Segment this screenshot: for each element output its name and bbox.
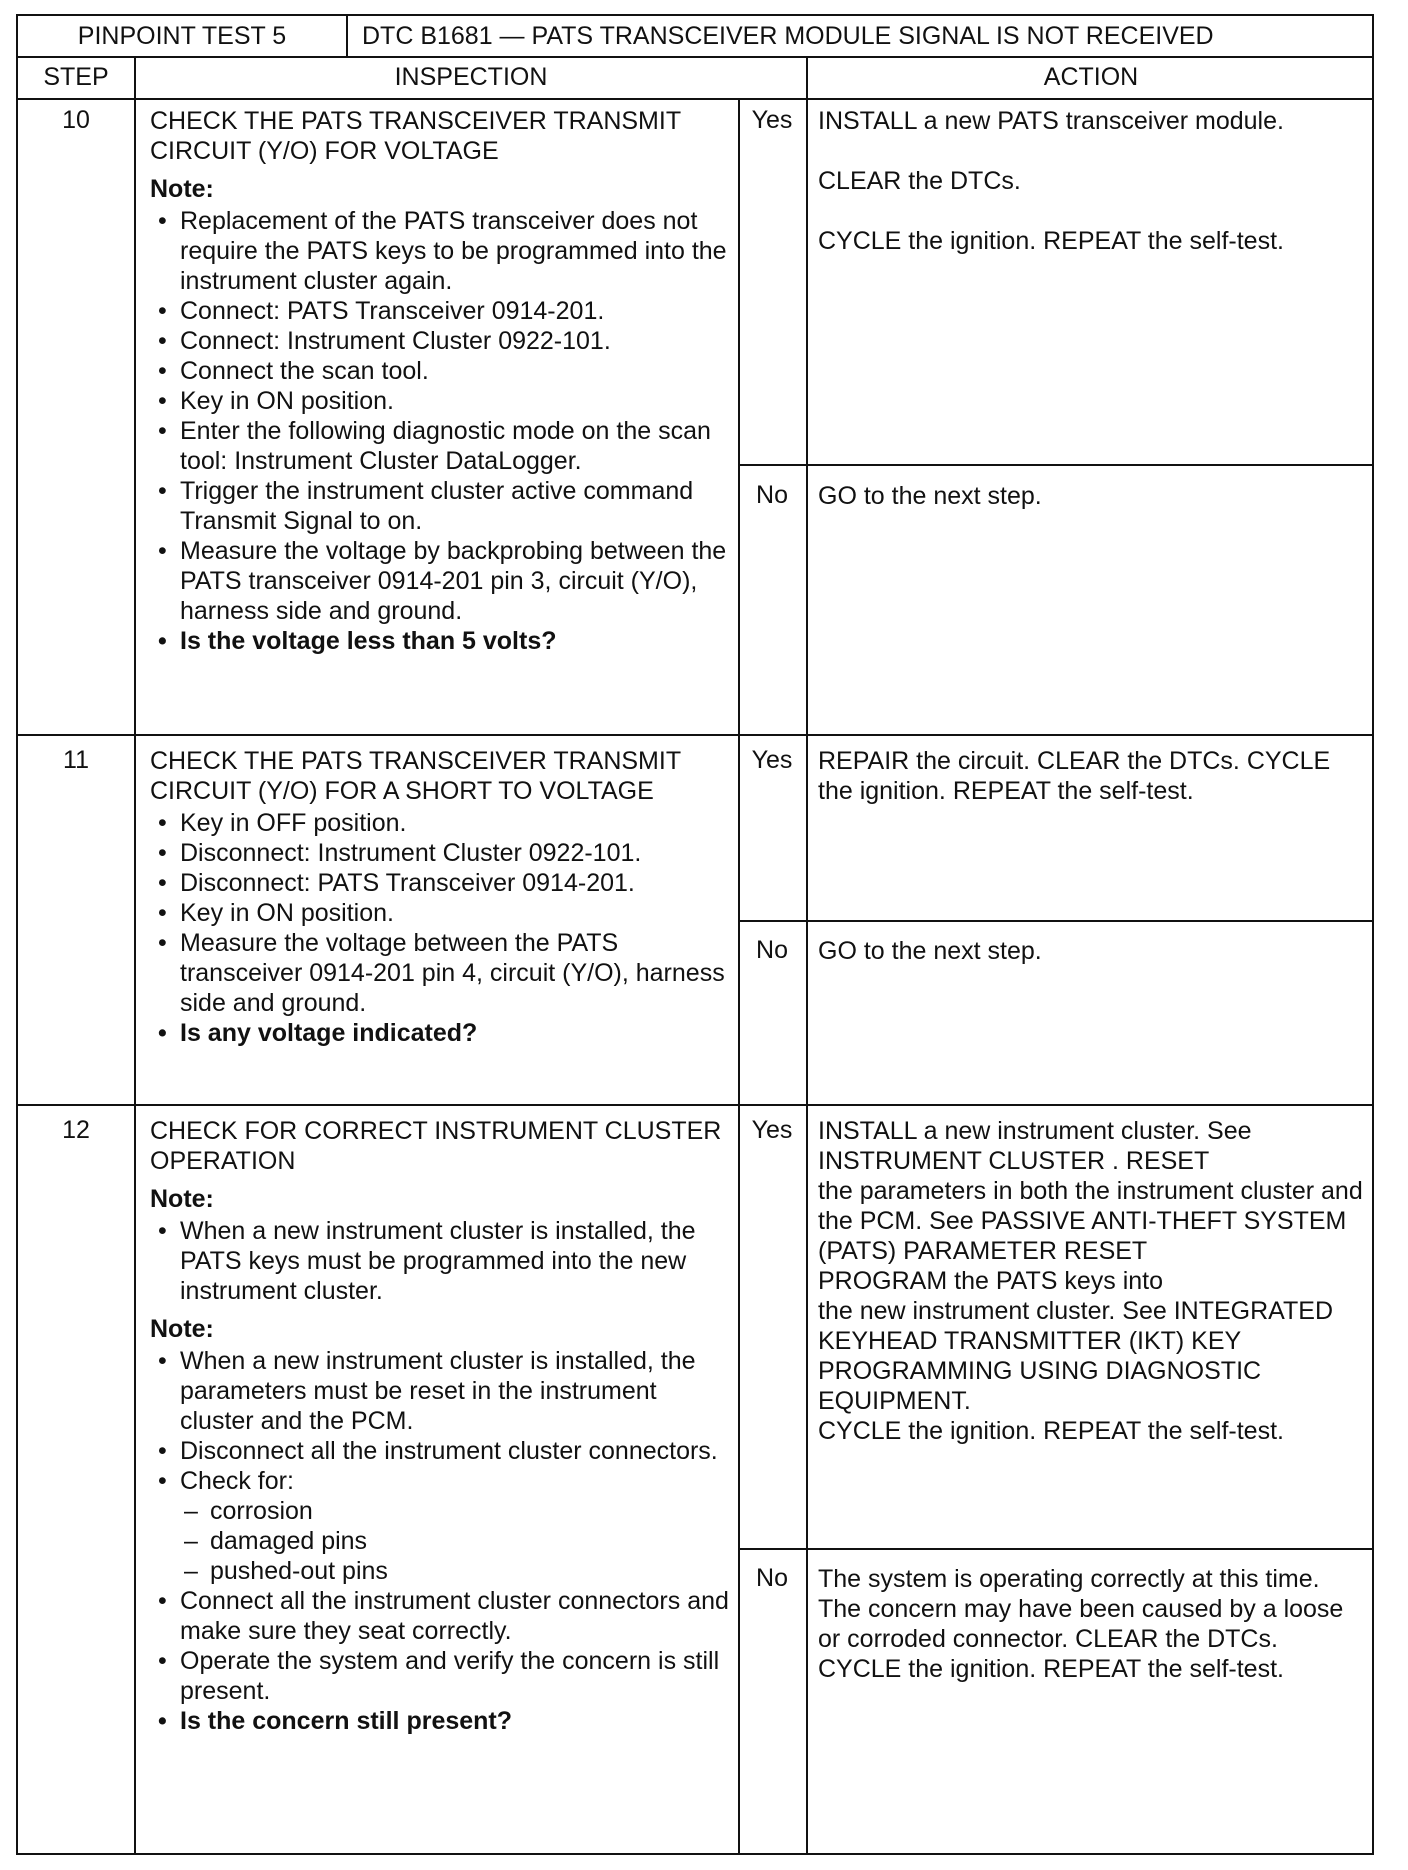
list-item: • Key in ON position. xyxy=(150,386,730,416)
list-item: • Connect all the instrument cluster connectors and make sure they seat correctly. xyxy=(150,1586,730,1646)
list-item: • Measure the voltage by backprobing between the PATS transceiver 0914-201 pin 3, circuit (Y/O), harness side and ground. xyxy=(150,536,730,626)
step-number: 10 xyxy=(62,106,90,134)
list-item: • Disconnect all the instrument cluster connectors. xyxy=(150,1436,730,1466)
step-heading: CHECK THE PATS TRANSCEIVER TRANSMIT CIRCUIT (Y/O) FOR VOLTAGE xyxy=(150,107,681,165)
step-11-inspection xyxy=(150,746,730,1048)
question: • Is any voltage indicated? xyxy=(150,1018,730,1048)
note-label: Note: xyxy=(150,1315,214,1343)
table-header xyxy=(18,16,1372,58)
list-item: – damaged pins xyxy=(180,1526,730,1556)
list-item: • Disconnect: Instrument Cluster 0922-101. xyxy=(150,838,730,868)
divider xyxy=(738,464,1372,466)
step-10-inspection xyxy=(150,106,730,656)
action-line: CLEAR the DTCs. xyxy=(818,167,1021,195)
bullet-list xyxy=(150,1346,730,1496)
list-item: • When a new instrument cluster is installed, the PATS keys must be programmed into the new instrument cluster. xyxy=(150,1216,730,1306)
check-list xyxy=(150,1496,730,1586)
list-item: • Connect: Instrument Cluster 0922-101. xyxy=(150,326,730,356)
no-action: GO to the next step. xyxy=(818,937,1042,965)
column-headers xyxy=(18,56,1372,100)
no-label: No xyxy=(756,1564,788,1592)
bullet-list xyxy=(150,1216,730,1306)
divider xyxy=(738,920,1372,922)
action-line: INSTALL a new PATS transceiver module. xyxy=(818,107,1284,135)
step-number: 12 xyxy=(62,1116,90,1144)
list-item: • Check for: xyxy=(150,1466,730,1496)
yes-action xyxy=(818,1116,1363,1446)
list-item: • Trigger the instrument cluster active command Transmit Signal to on. xyxy=(150,476,730,536)
list-item: • Operate the system and verify the concern is still present. xyxy=(150,1646,730,1706)
action-line: INSTALL a new instrument cluster. See INSTRUMENT CLUSTER . RESET xyxy=(818,1117,1252,1175)
no-label: No xyxy=(756,481,788,509)
no-label: No xyxy=(756,936,788,964)
list-item: – pushed-out pins xyxy=(180,1556,730,1586)
step-number: 11 xyxy=(63,746,89,774)
list-item: • Enter the following diagnostic mode on the scan tool: Instrument Cluster DataLogger. xyxy=(150,416,730,476)
bullet-list xyxy=(150,1586,730,1736)
question: • Is the voltage less than 5 volts? xyxy=(150,626,730,656)
test-label: PINPOINT TEST 5 xyxy=(18,16,348,56)
yes-label: Yes xyxy=(751,106,793,134)
action-line: PROGRAM the PATS keys into xyxy=(818,1267,1164,1295)
no-action: GO to the next step. xyxy=(818,482,1042,510)
divider xyxy=(18,1104,1372,1106)
list-item: • When a new instrument cluster is installed, the parameters must be reset in the instrument cluster and the PCM. xyxy=(150,1346,730,1436)
yes-action xyxy=(818,106,1363,256)
col-inspection: INSPECTION xyxy=(394,63,548,91)
yes-label: Yes xyxy=(751,746,793,774)
col-step: STEP xyxy=(43,63,109,91)
note-label: Note: xyxy=(150,1185,214,1213)
step-12-inspection xyxy=(150,1116,730,1736)
action-line: CYCLE the ignition. REPEAT the self-test. xyxy=(818,1417,1284,1445)
bullet-list xyxy=(150,808,730,1048)
divider xyxy=(18,734,1372,736)
question: • Is the concern still present? xyxy=(150,1706,730,1736)
list-item: • Measure the voltage between the PATS transceiver 0914-201 pin 4, circuit (Y/O), harness side and ground. xyxy=(150,928,730,1018)
step-heading: CHECK FOR CORRECT INSTRUMENT CLUSTER OPERATION xyxy=(150,1117,722,1175)
list-item: • Key in OFF position. xyxy=(150,808,730,838)
list-item: – corrosion xyxy=(180,1496,730,1526)
divider xyxy=(738,1548,1372,1550)
divider xyxy=(134,56,136,1855)
note-label: Note: xyxy=(150,175,214,203)
step-heading: CHECK THE PATS TRANSCEIVER TRANSMIT CIRCUIT (Y/O) FOR A SHORT TO VOLTAGE xyxy=(150,747,681,805)
action-line: CYCLE the ignition. REPEAT the self-test. xyxy=(818,227,1284,255)
list-item: • Connect the scan tool. xyxy=(150,356,730,386)
pinpoint-test-table xyxy=(16,14,1374,1855)
no-action: The system is operating correctly at this time. The concern may have been caused by a loose or corroded connector. CLEAR the DTCs. CYCLE the ignition. REPEAT the self-test. xyxy=(818,1565,1344,1683)
col-action: ACTION xyxy=(1043,63,1139,91)
test-title: DTC B1681 — PATS TRANSCEIVER MODULE SIGNAL IS NOT RECEIVED xyxy=(362,22,1214,50)
list-item: • Key in ON position. xyxy=(150,898,730,928)
bullet-list xyxy=(150,206,730,656)
yes-action: REPAIR the circuit. CLEAR the DTCs. CYCLE the ignition. REPEAT the self-test. xyxy=(818,747,1331,805)
yes-label: Yes xyxy=(751,1116,793,1144)
action-line: the new instrument cluster. See INTEGRATED KEYHEAD TRANSMITTER (IKT) KEY PROGRAMMING USING DIAGNOSTIC EQUIPMENT. xyxy=(818,1297,1334,1415)
list-item: • Disconnect: PATS Transceiver 0914-201. xyxy=(150,868,730,898)
list-item: • Replacement of the PATS transceiver does not require the PATS keys to be programmed into the instrument cluster again. xyxy=(150,206,730,296)
divider xyxy=(806,56,808,1855)
list-item: • Connect: PATS Transceiver 0914-201. xyxy=(150,296,730,326)
action-line: the parameters in both the instrument cluster and the PCM. See PASSIVE ANTI-THEFT SYSTEM (PATS) PARAMETER RESET xyxy=(818,1177,1363,1265)
